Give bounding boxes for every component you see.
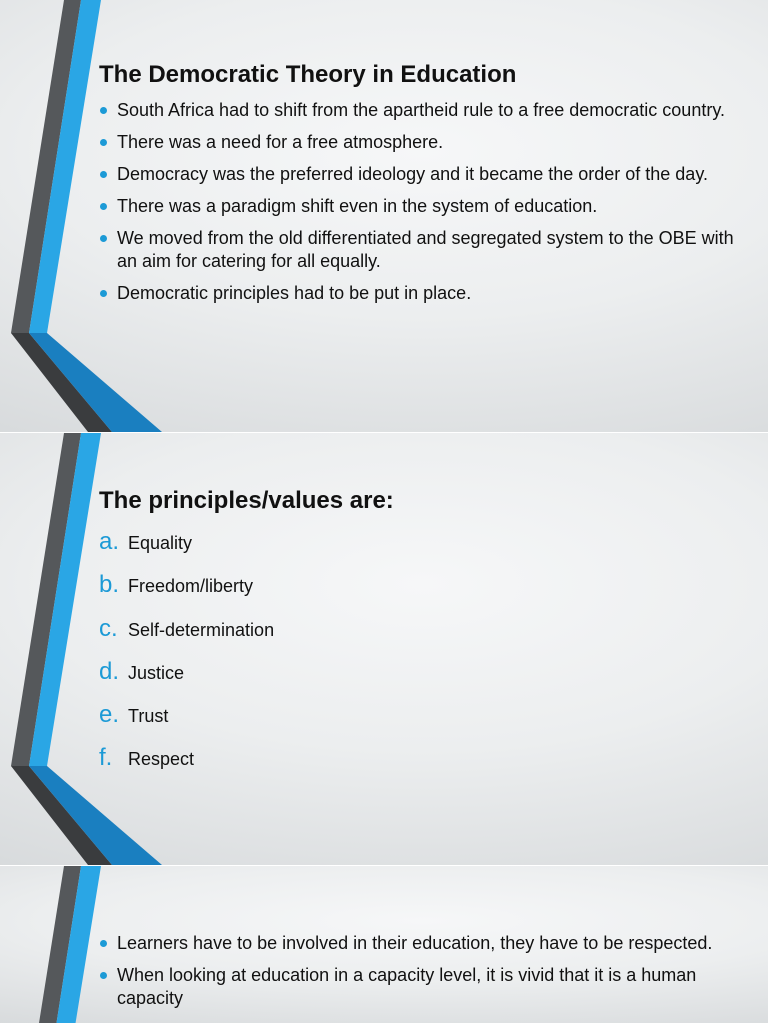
principles-list: [99, 528, 274, 788]
bullet-icon: [100, 139, 107, 146]
bullet-list: [99, 99, 749, 314]
list-item: Learners have to be involved in their education, they have to be respected.: [99, 932, 749, 955]
list-item: We moved from the old differentiated and segregated system to the OBE with an aim for catering for all equally.: [99, 227, 749, 273]
slide-1: [0, 0, 768, 432]
bullet-icon: [100, 107, 107, 114]
list-marker: e.: [99, 701, 120, 729]
list-item: Democratic principles had to be put in place.: [99, 282, 749, 305]
list-item: d. Justice: [99, 657, 185, 685]
bullet-icon: [100, 203, 107, 210]
list-marker: f.: [99, 744, 113, 772]
list-item: a. Equality: [99, 528, 193, 555]
list-item: Democracy was the preferred ideology and it became the order of the day.: [99, 163, 749, 186]
slide-title: The Democratic Theory in Education: [99, 61, 517, 88]
list-marker: a.: [99, 528, 120, 555]
bullet-icon: [100, 972, 107, 979]
list-marker: d.: [99, 657, 120, 685]
list-item: There was a need for a free atmosphere.: [99, 131, 749, 154]
bullet-icon: [100, 235, 107, 242]
list-item: There was a paradigm shift even in the system of education.: [99, 195, 749, 218]
list-marker: c.: [99, 614, 118, 642]
slide-3: [0, 866, 768, 1023]
list-item: b. Freedom/liberty: [99, 571, 254, 599]
bullet-icon: [100, 290, 107, 297]
list-item: e. Trust: [99, 701, 169, 729]
list-item: f. Respect: [99, 744, 195, 772]
slide-2: [0, 433, 768, 865]
slide-title: The principles/values are:: [99, 487, 394, 514]
list-item: When looking at education in a capacity level, it is vivid that it is a human capacity: [99, 964, 749, 1010]
bullet-list: [99, 932, 749, 1019]
bullet-icon: [100, 940, 107, 947]
list-marker: b.: [99, 571, 120, 599]
list-item: c. Self-determination: [99, 614, 275, 642]
bullet-icon: [100, 171, 107, 178]
list-item: South Africa had to shift from the apartheid rule to a free democratic country.: [99, 99, 749, 122]
